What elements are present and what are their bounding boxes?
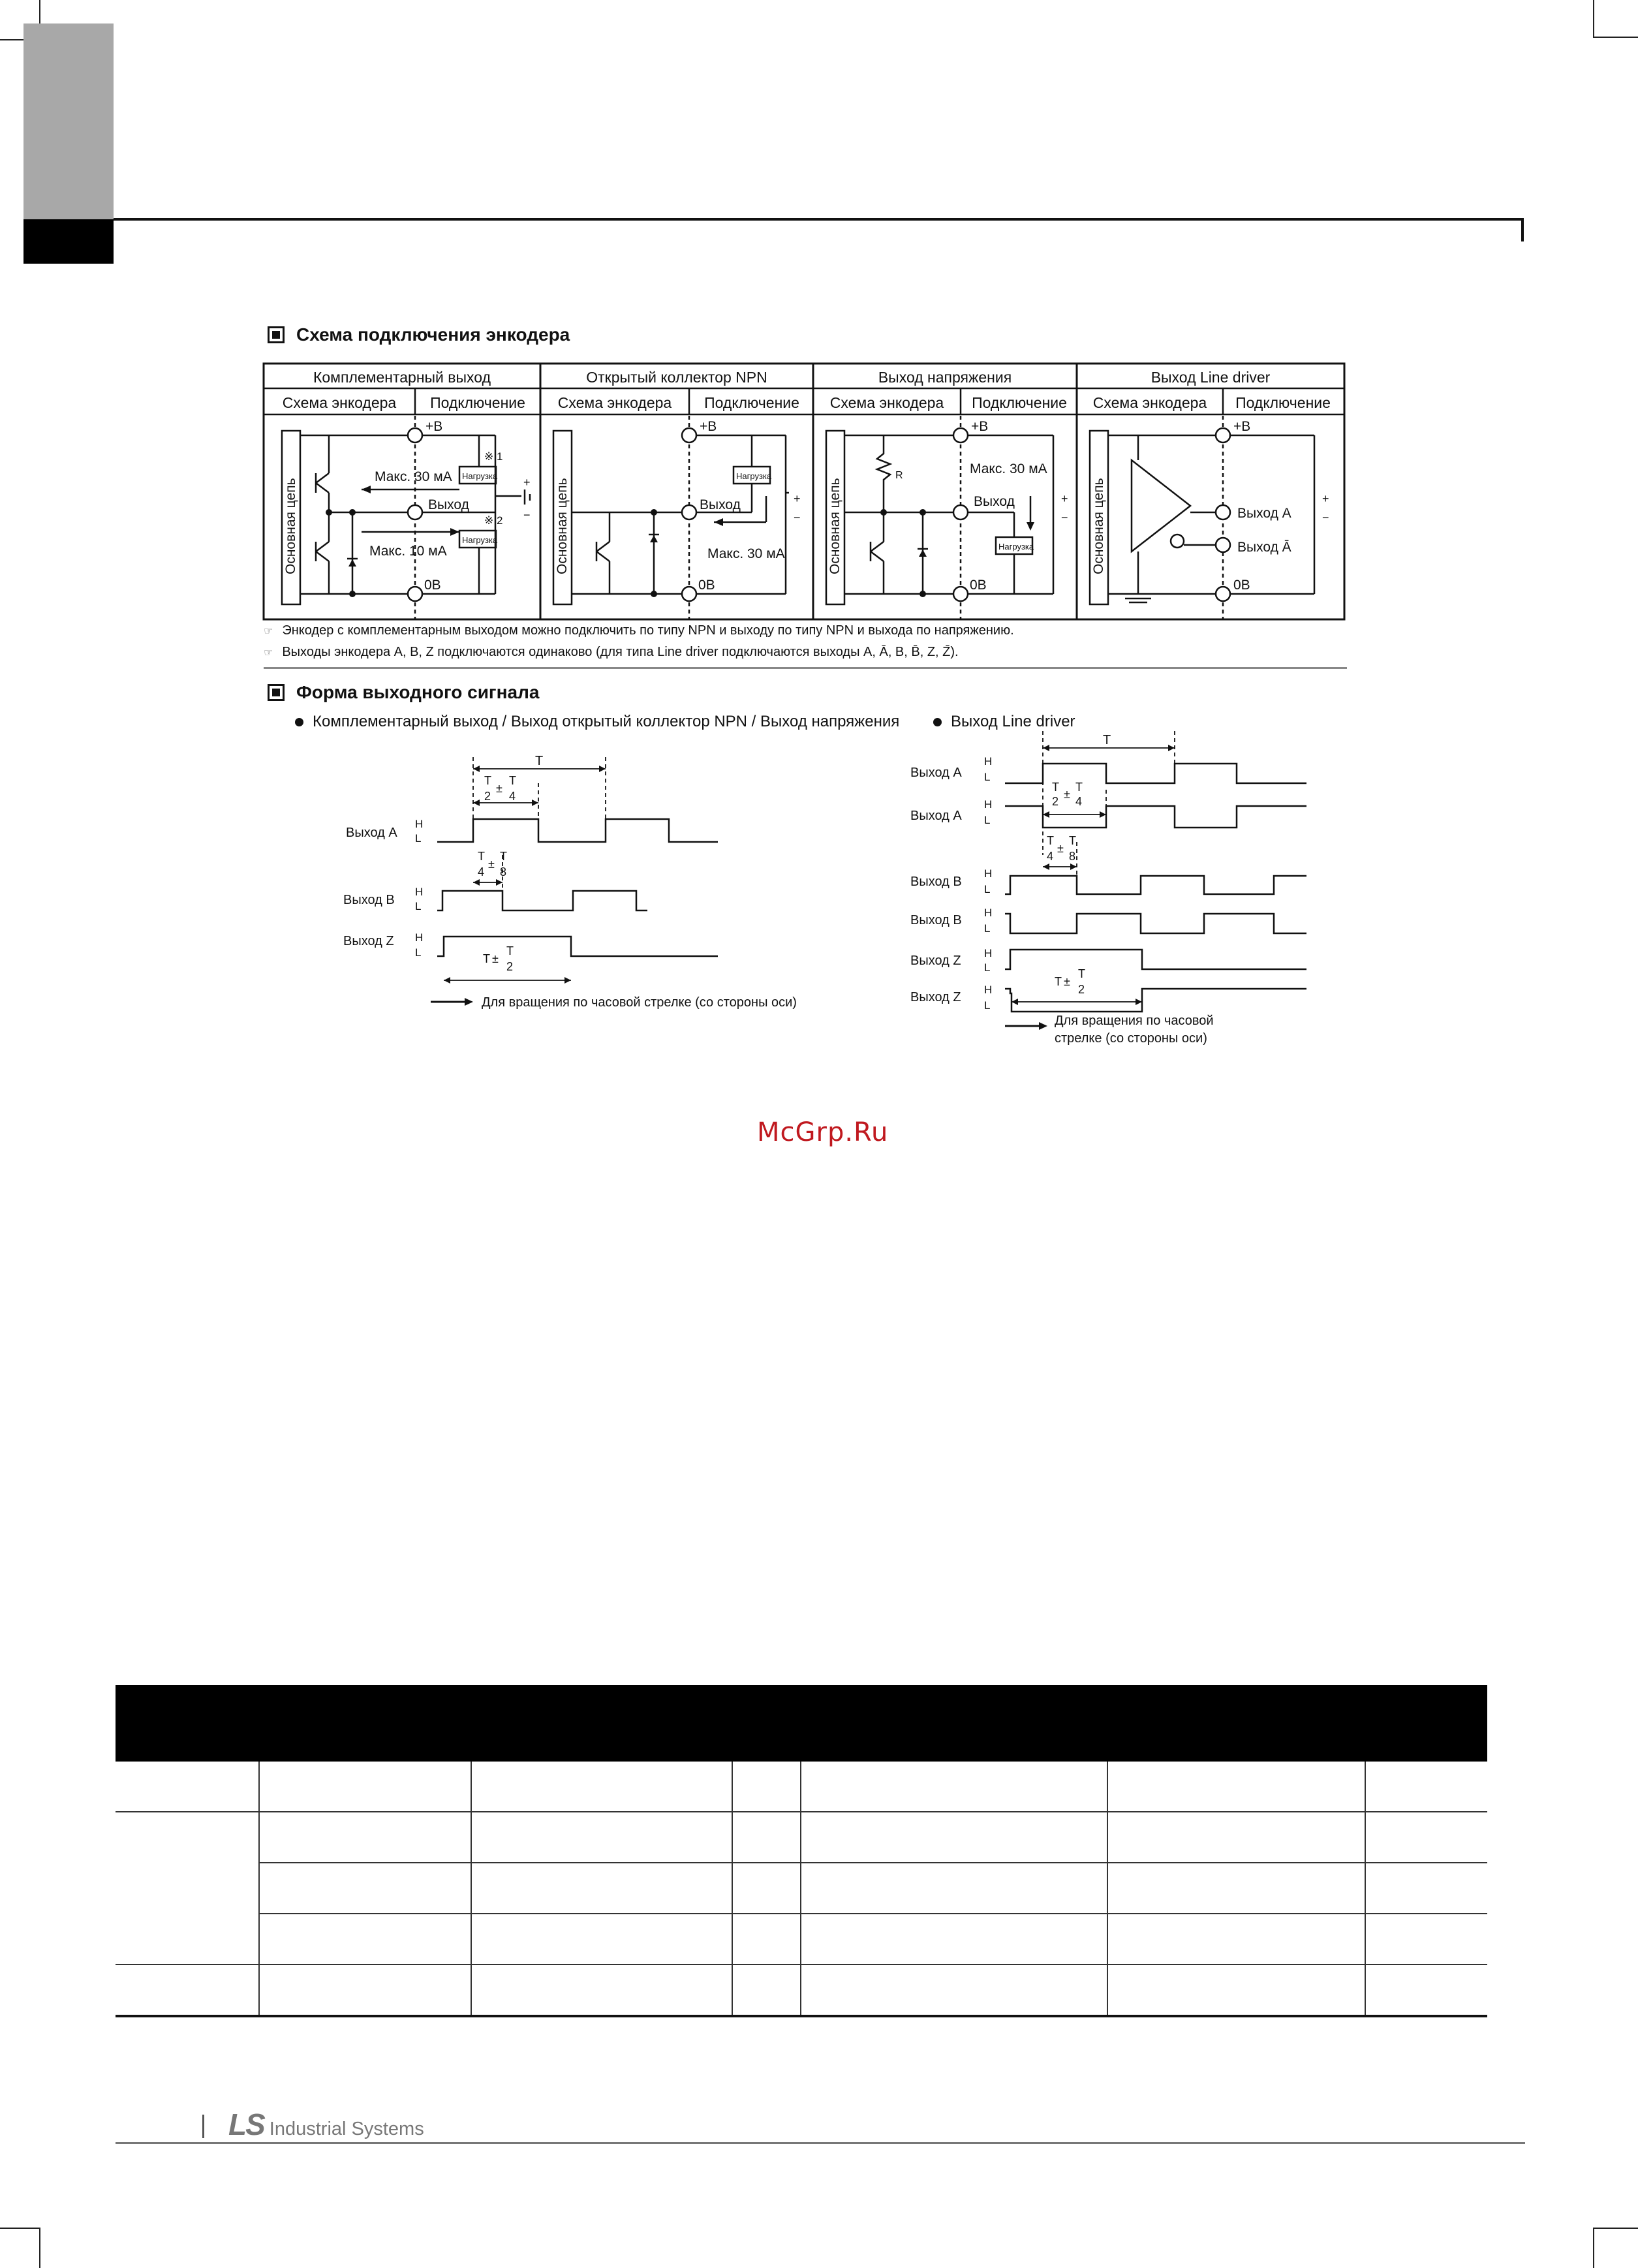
table-row bbox=[116, 1812, 1487, 1863]
section-title-connection: Схема подключения энкодера bbox=[268, 324, 570, 345]
svg-text:T: T bbox=[483, 952, 490, 965]
svg-text:T: T bbox=[1078, 967, 1085, 980]
svg-text:Макс. 30 мА: Макс. 30 мА bbox=[375, 469, 452, 484]
svg-text:+B: +B bbox=[1233, 419, 1251, 434]
svg-text:Нагрузка: Нагрузка bbox=[462, 471, 498, 481]
svg-text:Макс. 10 мА: Макс. 10 мА bbox=[369, 544, 447, 559]
svg-text:※ 2: ※ 2 bbox=[484, 514, 503, 527]
svg-text:Выход Ā: Выход Ā bbox=[1237, 540, 1291, 555]
svg-text:Выход Z: Выход Z bbox=[910, 990, 961, 1004]
table-header-row bbox=[116, 1685, 1487, 1762]
panel-header: Комплементарный выход bbox=[313, 369, 491, 386]
svg-text:Выход: Выход bbox=[428, 497, 469, 512]
svg-text:R: R bbox=[895, 470, 903, 481]
svg-text:+: + bbox=[523, 476, 531, 489]
table-header-cell bbox=[1107, 1685, 1365, 1762]
company-name: Industrial Systems bbox=[269, 2119, 424, 2139]
svg-text:T: T bbox=[535, 754, 544, 768]
svg-text:Нагрузка: Нагрузка bbox=[998, 542, 1034, 551]
svg-text:T: T bbox=[478, 850, 485, 863]
svg-text:−: − bbox=[523, 508, 531, 521]
svg-text:T: T bbox=[509, 774, 516, 787]
spec-table bbox=[116, 1685, 1487, 2017]
svg-text:H: H bbox=[415, 931, 424, 944]
waveform-left bbox=[339, 738, 797, 1025]
section-marker-icon bbox=[268, 326, 285, 343]
svg-text:Основная цепь: Основная цепь bbox=[283, 478, 298, 574]
svg-text:4: 4 bbox=[509, 790, 516, 803]
svg-text:H: H bbox=[984, 755, 993, 768]
svg-text:2: 2 bbox=[1078, 983, 1085, 996]
svg-text:0B: 0B bbox=[1233, 578, 1250, 593]
panel-subheader: Схема энкодера bbox=[557, 394, 672, 411]
svg-text:Основная цепь: Основная цепь bbox=[827, 478, 842, 574]
table-header-cell bbox=[471, 1685, 801, 1762]
svg-text:H: H bbox=[415, 886, 424, 898]
svg-text:Для вращения по часовой: Для вращения по часовой bbox=[1055, 1014, 1214, 1028]
crop-mark bbox=[0, 2228, 40, 2229]
header-rule bbox=[114, 218, 1523, 221]
bullet-icon bbox=[295, 718, 303, 726]
svg-text:T: T bbox=[1075, 781, 1083, 794]
svg-text:H: H bbox=[984, 907, 993, 919]
svg-text:4: 4 bbox=[478, 865, 485, 878]
panel-subheader: Подключение bbox=[972, 394, 1067, 411]
svg-text:T: T bbox=[1069, 834, 1076, 847]
svg-text:L: L bbox=[984, 961, 991, 974]
svg-text:Основная цепь: Основная цепь bbox=[555, 478, 570, 574]
svg-text:H: H bbox=[984, 947, 993, 959]
panel-subheader: Подключение bbox=[430, 394, 525, 411]
header-rule-tick bbox=[1521, 218, 1524, 241]
crop-mark bbox=[1593, 2229, 1594, 2268]
svg-text:L: L bbox=[415, 832, 422, 845]
svg-text:L: L bbox=[984, 999, 991, 1012]
header-tab-base bbox=[23, 219, 114, 264]
table-row bbox=[116, 1965, 1487, 2016]
panel-header: Открытый коллектор NPN bbox=[586, 369, 767, 386]
svg-text:±: ± bbox=[1064, 788, 1070, 801]
svg-text:8: 8 bbox=[500, 865, 507, 878]
svg-text:※ 1: ※ 1 bbox=[484, 450, 503, 463]
note-pointer-icon: ☞ bbox=[264, 625, 273, 637]
svg-text:T: T bbox=[500, 850, 507, 863]
svg-text:±: ± bbox=[492, 952, 499, 965]
svg-text:4: 4 bbox=[1075, 795, 1083, 808]
connection-diagram bbox=[264, 362, 1347, 623]
svg-text:L: L bbox=[984, 883, 991, 895]
svg-text:T: T bbox=[1052, 781, 1059, 794]
svg-text:−: − bbox=[794, 511, 801, 524]
note-line: ☞ Выходы энкодера A, B, Z подключаются одинаково (для типа Line driver подключаются выходы A, Ā, B, B̄, Z, Z̄). bbox=[264, 645, 959, 659]
svg-text:0B: 0B bbox=[424, 578, 441, 593]
note-line: ☞ Энкодер с комплементарным выходом можно подключить по типу NPN и выходу по типу NPN и выхода по напряжению. bbox=[264, 623, 1014, 638]
svg-text:Макс. 30 мА: Макс. 30 мА bbox=[970, 461, 1047, 476]
panel-header: Выход напряжения bbox=[878, 369, 1012, 386]
svg-text:+: + bbox=[1061, 492, 1068, 505]
svg-text:T: T bbox=[506, 944, 514, 957]
table-row bbox=[116, 1914, 1487, 1965]
svg-text:T: T bbox=[484, 774, 491, 787]
footer-bar bbox=[202, 2115, 204, 2138]
footer-rule bbox=[116, 2142, 1525, 2144]
svg-text:Выход: Выход bbox=[700, 497, 741, 512]
table-header-cell bbox=[801, 1685, 1107, 1762]
crop-mark bbox=[39, 2229, 40, 2268]
svg-text:L: L bbox=[984, 922, 991, 935]
signal-heading-right: Выход Line driver bbox=[933, 713, 1075, 731]
svg-text:T: T bbox=[1103, 733, 1111, 747]
svg-text:Выход A: Выход A bbox=[910, 809, 962, 823]
svg-text:Основная цепь: Основная цепь bbox=[1091, 478, 1106, 574]
svg-text:L: L bbox=[415, 946, 422, 959]
svg-text:±: ± bbox=[1057, 842, 1064, 855]
crop-mark bbox=[1593, 2228, 1638, 2229]
svg-text:стрелке (со стороны оси): стрелке (со стороны оси) bbox=[1055, 1031, 1207, 1046]
svg-text:4: 4 bbox=[1047, 850, 1054, 863]
svg-text:Выход Z: Выход Z bbox=[910, 954, 961, 968]
panel-header: Выход Line driver bbox=[1151, 369, 1271, 386]
table-row bbox=[116, 1762, 1487, 1812]
svg-text:8: 8 bbox=[1069, 850, 1076, 863]
table-row bbox=[116, 1863, 1487, 1914]
brand-logo: LS bbox=[228, 2107, 264, 2141]
crop-mark bbox=[1593, 0, 1594, 38]
table-header-cell bbox=[259, 1685, 471, 1762]
panel-subheader: Подключение bbox=[1235, 394, 1331, 411]
svg-text:Для вращения по часовой стрелк: Для вращения по часовой стрелке (со стороны оси) bbox=[482, 995, 797, 1010]
svg-text:0B: 0B bbox=[970, 578, 987, 593]
svg-text:H: H bbox=[984, 984, 993, 996]
svg-text:Выход A: Выход A bbox=[1237, 506, 1291, 521]
svg-text:±: ± bbox=[496, 782, 502, 795]
circuit-npn bbox=[553, 416, 789, 619]
panel-subheader: Схема энкодера bbox=[282, 394, 397, 411]
footer-logo bbox=[228, 2107, 424, 2142]
svg-text:Выход B: Выход B bbox=[343, 893, 395, 907]
svg-text:Нагрузка: Нагрузка bbox=[462, 535, 498, 545]
svg-text:2: 2 bbox=[484, 790, 491, 803]
svg-text:Выход: Выход bbox=[974, 494, 1015, 509]
watermark: McGrp.Ru bbox=[757, 1117, 889, 1147]
svg-text:Макс. 30 мА: Макс. 30 мА bbox=[707, 546, 785, 561]
svg-text:−: − bbox=[1322, 511, 1329, 524]
svg-text:0B: 0B bbox=[698, 578, 715, 593]
svg-text:Выход Z: Выход Z bbox=[343, 934, 394, 948]
waveform-right bbox=[907, 724, 1325, 1057]
svg-text:+: + bbox=[794, 492, 801, 505]
section-divider bbox=[264, 667, 1347, 669]
crop-mark bbox=[1593, 37, 1638, 38]
svg-text:Выход A: Выход A bbox=[910, 766, 962, 780]
svg-text:±: ± bbox=[488, 858, 495, 871]
panel-subheader: Схема энкодера bbox=[829, 394, 944, 411]
svg-text:2: 2 bbox=[1052, 795, 1059, 808]
svg-text:−: − bbox=[1061, 511, 1068, 524]
svg-text:+B: +B bbox=[700, 419, 717, 434]
table-header-cell bbox=[116, 1685, 259, 1762]
svg-text:+B: +B bbox=[425, 419, 443, 434]
panel-subheader: Подключение bbox=[704, 394, 799, 411]
table-header-cell bbox=[1365, 1685, 1487, 1762]
circuit-voltage bbox=[826, 416, 1053, 619]
section-marker-icon bbox=[268, 684, 285, 701]
header-tab bbox=[23, 23, 114, 219]
svg-text:±: ± bbox=[1064, 975, 1070, 988]
svg-text:Нагрузка: Нагрузка bbox=[736, 471, 772, 481]
svg-text:L: L bbox=[984, 814, 991, 826]
svg-text:H: H bbox=[984, 867, 993, 880]
svg-text:H: H bbox=[984, 798, 993, 811]
svg-text:Выход B: Выход B bbox=[910, 913, 962, 927]
svg-text:2: 2 bbox=[506, 960, 514, 973]
note-pointer-icon: ☞ bbox=[264, 647, 273, 659]
svg-text:+: + bbox=[1322, 492, 1329, 505]
svg-text:Выход B: Выход B bbox=[910, 875, 962, 889]
svg-text:T: T bbox=[1047, 834, 1054, 847]
svg-text:L: L bbox=[984, 771, 991, 783]
svg-text:+B: +B bbox=[971, 419, 989, 434]
panel-subheader: Схема энкодера bbox=[1092, 394, 1207, 411]
section-title-signal: Форма выходного сигнала bbox=[268, 682, 539, 703]
signal-heading-left: Комплементарный выход / Выход открытый коллектор NPN / Выход напряжения bbox=[295, 713, 899, 731]
svg-text:H: H bbox=[415, 818, 424, 830]
svg-text:T: T bbox=[1055, 975, 1062, 988]
svg-text:L: L bbox=[415, 900, 422, 912]
svg-text:Выход A: Выход A bbox=[346, 826, 397, 840]
